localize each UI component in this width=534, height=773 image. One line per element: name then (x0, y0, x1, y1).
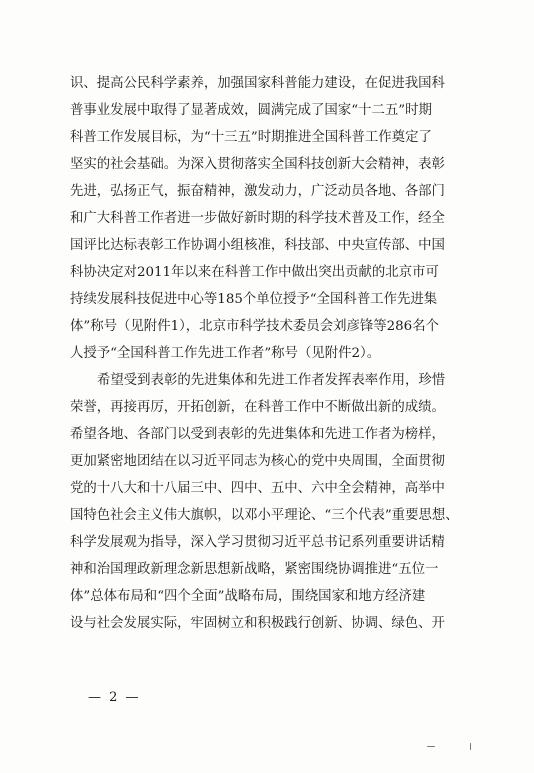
text-line: 先进，弘扬正气，振奋精神，激发动力，广泛动员各地、各部门 (70, 184, 445, 199)
text-line: 体”总体布局和“四个全面”战略布局，围绕国家和地方经济建 (70, 589, 426, 604)
text-line: 普事业发展中取得了显著成效，圆满完成了国家“十二五”时期 (70, 103, 432, 118)
page-number: — 2 — (88, 690, 141, 705)
scan-speck (470, 743, 471, 750)
text-line: 科学发展观为指导，深入学习贯彻习近平总书记系列重要讲话精 (70, 535, 445, 550)
text-line: 科协决定对2011年以来在科普工作中做出突出贡献的北京市可 (70, 265, 439, 280)
text-line: 国特色社会主义伟大旗帜，以邓小平理论、“三个代表”重要思想、 (70, 508, 459, 523)
text-line: 识、提高公民科学素养，加强国家科普能力建设，在促进我国科 (70, 76, 445, 91)
text-line: 神和治国理政新理念新思想新战略，紧密围绕协调推进“五位一 (70, 562, 439, 577)
text-line: 科普工作发展目标，为“十三五”时期推进全国科普工作奠定了 (70, 130, 432, 145)
text-line: 体”称号（见附件1），北京市科学技术委员会刘彦锋等286名个 (70, 319, 439, 334)
paragraph-start-line: 希望受到表彰的先进集体和先进工作者发挥表率作用，珍惜 (97, 373, 446, 388)
text-line: 坚实的社会基础。为深入贯彻落实全国科技创新大会精神，表彰 (70, 157, 445, 172)
body-text (70, 70, 490, 637)
text-line: 持续发展科技促进中心等185个单位授予“全国科普工作先进集 (70, 292, 438, 307)
text-line: 国评比达标表彰工作协调小组核准，科技部、中央宣传部、中国 (70, 238, 445, 253)
scan-speck (427, 746, 435, 747)
text-line: 人授予“全国科普工作先进工作者”称号（见附件2）。 (70, 346, 381, 361)
text-line: 和广大科普工作者进一步做好新时期的科学技术普及工作，经全 (70, 211, 445, 226)
text-line: 设与社会发展实际，牢固树立和积极践行创新、协调、绿色、开 (70, 616, 445, 631)
text-line: 更加紧密地团结在以习近平同志为核心的党中央周围，全面贯彻 (70, 454, 445, 469)
text-line: 希望各地、各部门以受到表彰的先进集体和先进工作者为榜样， (70, 427, 445, 442)
text-line: 党的十八大和十八届三中、四中、五中、六中全会精神，高举中 (70, 481, 445, 496)
text-line: 荣誉，再接再厉，开拓创新，在科普工作中不断做出新的成绩。 (70, 400, 445, 415)
